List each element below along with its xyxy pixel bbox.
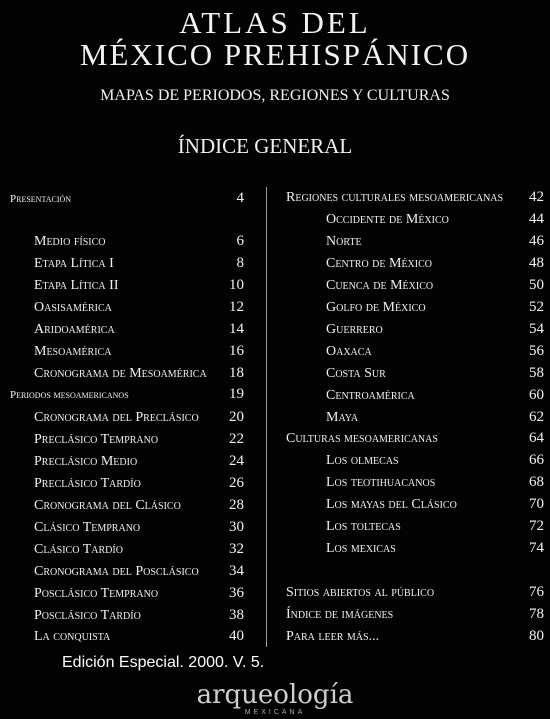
entry-page-number: 62 <box>529 409 544 425</box>
entry-label: Preclásico Tardío <box>34 476 141 491</box>
entry-page-number: 56 <box>529 343 544 359</box>
left-index-entry <box>34 518 244 537</box>
entry-page-number: 52 <box>529 299 544 315</box>
left-index-entry <box>34 562 244 581</box>
right-index-entry <box>286 605 544 624</box>
entry-page-number: 34 <box>229 563 244 579</box>
entry-label: Los olmecas <box>326 453 399 468</box>
entry-label: Centroamérica <box>326 388 415 403</box>
page-subtitle: MAPAS DE PERIODOS, REGIONES Y CULTURAS <box>100 87 450 104</box>
entry-label: Cronograma de Mesoamérica <box>34 366 207 381</box>
entry-page-number: 68 <box>529 474 544 490</box>
entry-label: Costa Sur <box>326 366 386 381</box>
entry-label: Para leer más... <box>286 629 380 644</box>
entry-label: Sitios abiertos al público <box>286 585 435 600</box>
entry-label: Etapa Lítica I <box>34 256 114 271</box>
entry-page-number: 26 <box>229 475 244 491</box>
entry-page-number: 40 <box>229 628 244 644</box>
entry-label: Preclásico Medio <box>34 454 138 469</box>
entry-page-number: 30 <box>229 519 244 535</box>
entry-page-number: 60 <box>529 387 544 403</box>
right-index-entry <box>326 364 544 383</box>
entry-page-number: 44 <box>529 211 544 227</box>
right-index-entry <box>326 298 544 317</box>
page-title-line2: MÉXICO PREHISPÁNICO <box>79 37 471 72</box>
left-index-entry <box>34 540 244 559</box>
right-index-entry <box>326 495 544 514</box>
entry-page-number: 74 <box>529 540 544 556</box>
entry-label: Cronograma del Clásico <box>34 498 181 513</box>
left-index-entry <box>34 320 244 339</box>
entry-label: Culturas mesoamericanas <box>286 431 438 446</box>
left-index-entry <box>34 342 244 361</box>
right-index-entry <box>326 408 544 427</box>
entry-page-number: 38 <box>229 607 244 623</box>
right-index-entry <box>326 276 544 295</box>
entry-label: Clásico Tardío <box>34 542 123 557</box>
entry-page-number: 10 <box>229 277 244 293</box>
entry-label: Golfo de México <box>326 300 426 315</box>
right-index-entry <box>326 342 544 361</box>
edition-note: Edición Especial. 2000. V. 5. <box>62 654 265 671</box>
entry-label: Maya <box>326 410 359 425</box>
entry-label: Guerrero <box>326 322 383 337</box>
entry-page-number: 50 <box>529 277 544 293</box>
entry-label: Mesoamérica <box>34 344 112 359</box>
entry-page-number: 4 <box>236 190 244 206</box>
entry-label: Regiones culturales mesoamericanas <box>286 190 504 205</box>
entry-label: Los teotihuacanos <box>326 475 436 490</box>
entry-page-number: 24 <box>229 453 244 469</box>
entry-label: Cuenca de México <box>326 278 434 293</box>
entry-page-number: 80 <box>529 628 544 644</box>
entry-page-number: 36 <box>229 585 244 601</box>
left-index-entry <box>34 474 244 493</box>
left-index-entry <box>34 276 244 295</box>
entry-label: Clásico Temprano <box>34 520 141 535</box>
entry-page-number: 72 <box>529 518 544 534</box>
entry-page-number: 54 <box>529 321 544 337</box>
entry-page-number: 16 <box>229 343 244 359</box>
left-index-entry <box>10 189 244 208</box>
entry-label: Oasisamérica <box>34 300 112 315</box>
column-divider <box>266 187 267 647</box>
left-index-entry <box>34 254 244 273</box>
entry-label: Posclásico Temprano <box>34 586 159 601</box>
entry-label: Los mexicas <box>326 541 396 556</box>
right-index-entry <box>326 386 544 405</box>
left-index-entry <box>34 430 244 449</box>
entry-label: Oaxaca <box>326 344 372 359</box>
entry-label: Posclásico Tardío <box>34 608 141 623</box>
entry-page-number: 42 <box>529 189 544 205</box>
right-index-entry <box>326 232 544 251</box>
entry-label: Cronograma del Preclásico <box>34 410 199 425</box>
entry-page-number: 78 <box>529 606 544 622</box>
entry-page-number: 22 <box>229 431 244 447</box>
entry-page-number: 18 <box>229 365 244 381</box>
right-index-entry <box>286 627 544 646</box>
entry-page-number: 70 <box>529 496 544 512</box>
left-index-entry <box>34 232 244 251</box>
index-heading: ÍNDICE GENERAL <box>177 134 353 158</box>
entry-page-number: 19 <box>229 386 244 402</box>
entry-label: Medio físico <box>34 234 106 249</box>
left-index-entry <box>34 364 244 383</box>
right-index-entry <box>286 583 544 602</box>
right-index-entry <box>326 254 544 273</box>
entry-label: Cronograma del Posclásico <box>34 564 199 579</box>
entry-label: Preclásico Temprano <box>34 432 159 447</box>
right-index-entry <box>326 210 544 229</box>
right-index-entry <box>286 429 544 448</box>
left-index-entry <box>34 627 244 646</box>
entry-label: Los mayas del Clásico <box>326 497 457 512</box>
entry-label: Etapa Lítica II <box>34 278 119 293</box>
entry-page-number: 66 <box>529 452 544 468</box>
entry-page-number: 48 <box>529 255 544 271</box>
entry-label: Periodos mesoamericanos <box>10 389 129 401</box>
entry-page-number: 64 <box>529 430 544 446</box>
entry-page-number: 20 <box>229 409 244 425</box>
entry-page-number: 28 <box>229 497 244 513</box>
right-index-entry <box>326 451 544 470</box>
left-index-entry <box>34 408 244 427</box>
entry-page-number: 46 <box>529 233 544 249</box>
entry-page-number: 76 <box>529 584 544 600</box>
entry-page-number: 6 <box>236 233 244 249</box>
right-index-entry <box>326 473 544 492</box>
publisher-logo: arqueología <box>196 680 354 710</box>
left-index-entry <box>34 298 244 317</box>
entry-label: Centro de México <box>326 256 432 271</box>
publisher-logo-subtitle: MEXICANA <box>244 709 306 716</box>
right-index-entry <box>286 188 544 207</box>
entry-page-number: 58 <box>529 365 544 381</box>
left-index-entry <box>34 606 244 625</box>
left-index-entry <box>34 452 244 471</box>
entry-page-number: 32 <box>229 541 244 557</box>
right-index-entry <box>326 539 544 558</box>
left-index-entry <box>34 584 244 603</box>
entry-page-number: 14 <box>229 321 244 337</box>
right-index-entry <box>326 517 544 536</box>
entry-label: Los toltecas <box>326 519 401 534</box>
entry-label: Aridoamérica <box>34 322 115 337</box>
left-index-entry <box>10 385 244 404</box>
entry-page-number: 12 <box>229 299 244 315</box>
entry-label: Occidente de México <box>326 212 449 227</box>
entry-label: Presentación <box>10 193 72 205</box>
entry-label: Índice de imágenes <box>286 607 394 622</box>
right-index-entry <box>326 320 544 339</box>
entry-page-number: 8 <box>236 255 244 271</box>
entry-label: La conquista <box>34 629 111 644</box>
entry-label: Norte <box>326 234 362 249</box>
left-index-entry <box>34 496 244 515</box>
page-title-line1: ATLAS DEL <box>179 5 371 40</box>
